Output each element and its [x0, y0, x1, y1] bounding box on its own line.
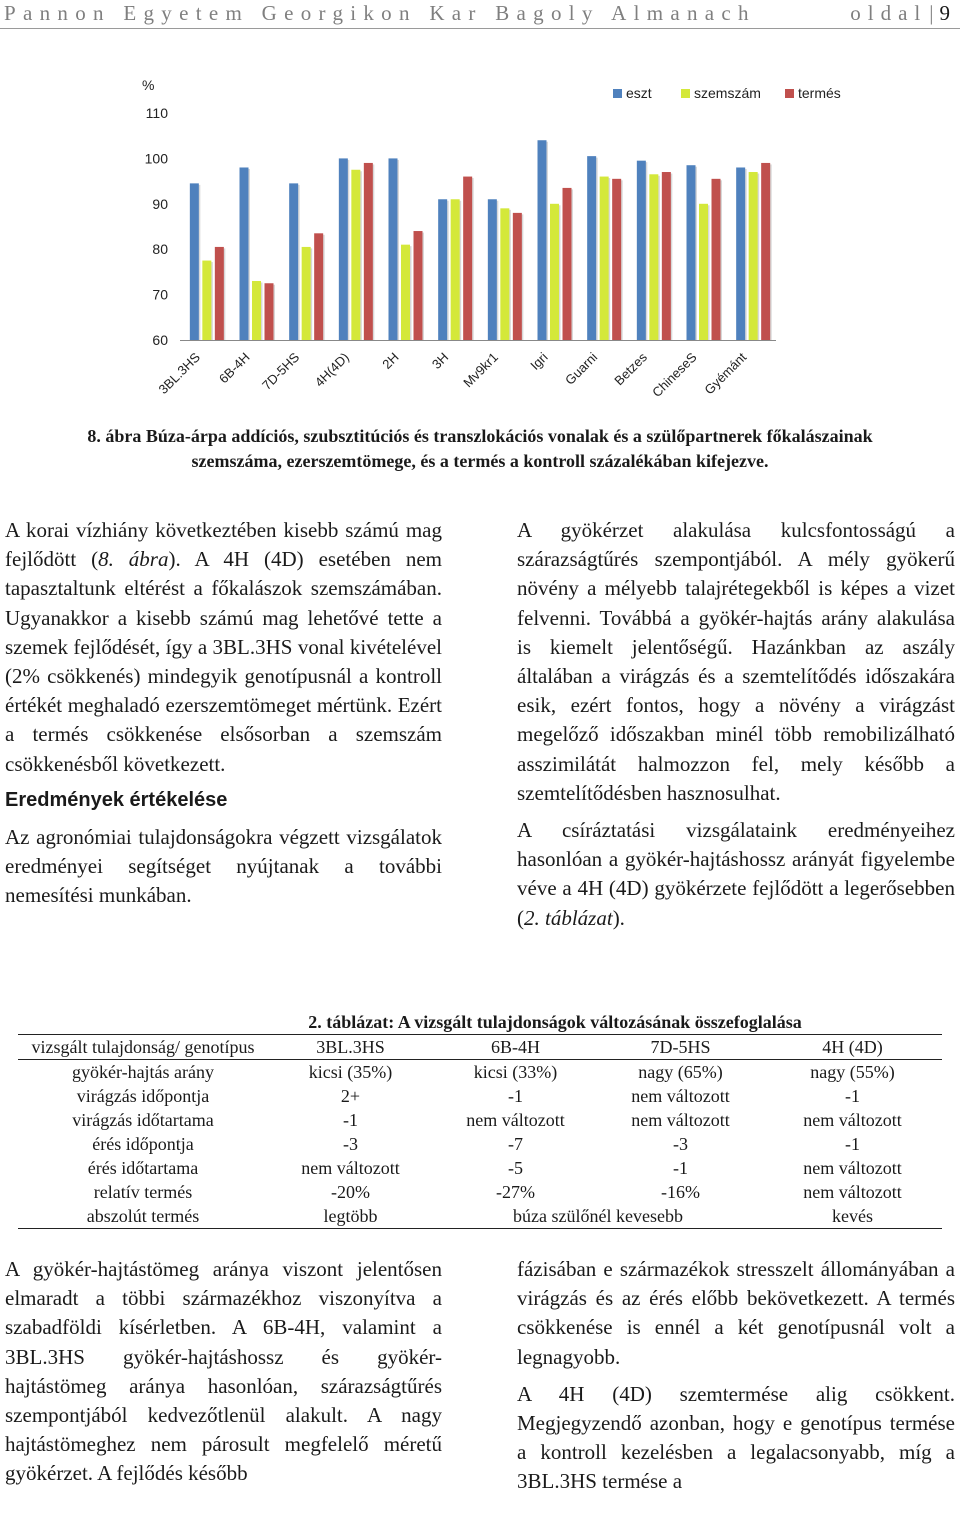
table-cell: kicsi (35%)	[308, 1062, 393, 1082]
table-cell: 2+	[340, 1086, 361, 1106]
table-cell: -3	[673, 1134, 688, 1154]
x-tick-label: 3BL.3HS	[155, 349, 203, 397]
left-column-upper	[5, 516, 442, 910]
bar-szemszám	[401, 245, 410, 340]
x-tick-label: Guarni	[562, 349, 601, 388]
bar-szemszám	[749, 172, 758, 340]
x-tick-label: 3H	[428, 349, 452, 372]
legend-label: eszt	[626, 85, 652, 101]
table-cell: nagy (55%)	[810, 1062, 895, 1082]
x-tick-label: Igri	[527, 349, 551, 373]
bar-termés	[463, 177, 472, 340]
column-header: 3BL.3HS	[268, 1035, 433, 1060]
table-cell: nem változott	[301, 1158, 400, 1178]
legend-label: termés	[798, 85, 841, 101]
table-cell: nem változott	[803, 1182, 902, 1202]
bar-szemszám	[550, 204, 559, 340]
table-cell: kicsi (33%)	[473, 1062, 558, 1082]
x-tick-label: Betzes	[611, 349, 650, 389]
column-header: 6B-4H	[433, 1035, 598, 1060]
table-cell: -20%	[331, 1182, 370, 1202]
column-header: 7D-5HS	[598, 1035, 763, 1060]
legend-swatch	[785, 89, 794, 98]
page-number: 9	[939, 1, 950, 25]
table-cell: nem változott	[631, 1110, 730, 1130]
table-cell: érés időpontja	[92, 1134, 194, 1154]
bar-eszt	[339, 158, 348, 340]
bar-szemszám	[649, 174, 658, 340]
table-cell: virágzás időpontja	[76, 1086, 210, 1106]
table-cell: -1	[343, 1110, 358, 1130]
bar-termés	[513, 213, 522, 340]
y-tick-label: 110	[145, 105, 168, 121]
table-cell: nem változott	[803, 1158, 902, 1178]
table-row	[18, 1180, 942, 1204]
bar-termés	[563, 188, 572, 340]
y-tick-label: 70	[152, 286, 168, 303]
paragraph: Az agronómiai tulajdonságokra végzett vizsgálatok eredményei segítséget nyújtanak a további nemesítési munkában.	[5, 824, 442, 908]
table-cell: abszolút termés	[18, 1204, 268, 1229]
table-cell: -1	[508, 1086, 523, 1106]
page-label: oldal	[850, 1, 928, 25]
left-column-lower	[5, 1255, 442, 1489]
bar-eszt	[587, 156, 596, 340]
y-tick-label: 90	[152, 195, 168, 212]
bar-eszt	[687, 165, 696, 340]
x-tick-label: Gyémánt	[701, 349, 750, 398]
table-cell: legtöbb	[268, 1204, 433, 1229]
table-row	[18, 1132, 942, 1156]
table-row	[18, 1084, 942, 1108]
bar-chart	[100, 60, 870, 420]
table-cell: -7	[508, 1134, 523, 1154]
bar-eszt	[289, 183, 298, 340]
x-tick-label: ChineseS	[649, 349, 700, 400]
paragraph: A gyökérzet alakulása kulcsfontosságú a szárazságtűrés szempontjából. A mély gyökerű növény a mélyebb talajrétegekből is képes a vizet felvenni. Továbbá a gyökér-hajtás arány alakulása is kiemelt jelentőségű. Hazánkban az aszály általában a virágzás és a szemtelítődés időszakára esik, ezért fontos, hogy a növény a virágzást megelőző időszakban minél több remobilizálható asszimilátát halmozzon fel, mely később a szemtelítődésben hasznosulhat.	[517, 518, 955, 805]
bar-eszt	[637, 161, 646, 340]
table-title: 2. táblázat: A vizsgált tulajdonságok változásának összefoglalása	[18, 1010, 942, 1035]
column-header: vizsgált tulajdonság/ genotípus	[18, 1035, 268, 1060]
bar-termés	[662, 172, 671, 340]
y-tick-label: 100	[144, 150, 168, 167]
bar-eszt	[736, 167, 745, 340]
bar-eszt	[488, 199, 497, 340]
bar-termés	[761, 163, 770, 340]
table-reference: 2. táblázat	[524, 905, 613, 930]
bar-termés	[215, 247, 224, 340]
right-column-lower	[517, 1255, 955, 1497]
x-tick-label: 7D-5HS	[258, 349, 303, 393]
paragraph: A 4H (4D) szemtermése alig csökkent. Megjegyzendő azonban, hogy e genotípus termése a kontroll kezelésben a legalacsonyabb, míg a 3BL.3HS termése a	[517, 1381, 955, 1494]
legend-swatch	[681, 89, 690, 98]
bar-szemszám	[302, 247, 311, 340]
summary-table	[18, 1010, 942, 1229]
figure-caption: 8. ábra Búza-árpa addíciós, szubsztitúciós és transzlokációs vonalak és a szülőpartnerek főkalászainak szemszáma, ezerszemtömege, és a termés a kontroll százalékában kifejezve.	[87, 426, 873, 471]
legend-swatch	[613, 89, 622, 98]
table-row	[18, 1156, 942, 1180]
bar-termés	[414, 231, 423, 340]
table-cell: nem változott	[631, 1086, 730, 1106]
bar-eszt	[190, 183, 199, 340]
paragraph: A korai vízhiány következtében kisebb számú mag fejlődött (8. ábra). A 4H (4D) esetében nem tapasztaltunk eltérést a főkalászok szemszámában. Ugyanakkor a kisebb számú mag lehetővé tette a szemek fejlődését, így a 3BL.3HS vonal kivételével (2% csökkenés) mindegyik genotípusnál a kontroll értékét meghaladó ezerszemtömeget mértünk. Ezért a termés csökkenése elsősorban a szemszám csökkenésből következett.	[5, 518, 442, 776]
table-cell: -27%	[496, 1182, 535, 1202]
table-cell: virágzás időtartama	[72, 1110, 214, 1130]
x-tick-label: 6B-4H	[215, 349, 253, 387]
table-cell: nagy (65%)	[638, 1062, 723, 1082]
paragraph: fázisában e származékok stresszelt állományában a virágzás és az érés előbb bekövetkezett. A termés csökkenése is ennél a két genotípusnál volt a legnagyobb.	[517, 1257, 955, 1369]
table-cell: nem változott	[466, 1110, 565, 1130]
table	[18, 1035, 942, 1229]
bar-termés	[364, 163, 373, 340]
x-tick-label: Mv9kr1	[460, 349, 501, 391]
bar-eszt	[438, 199, 447, 340]
bar-eszt	[389, 158, 398, 340]
bar-szemszám	[202, 261, 211, 340]
table-cell: -16%	[661, 1182, 700, 1202]
legend-label: szemszám	[694, 85, 761, 101]
bar-szemszám	[252, 281, 261, 340]
table-cell: -5	[508, 1158, 523, 1178]
table-cell: relatív termés	[93, 1182, 193, 1202]
bar-eszt	[240, 167, 249, 340]
table-cell: búza szülőnél kevesebb	[433, 1204, 763, 1229]
bar-szemszám	[500, 208, 509, 340]
figure-reference: 8. ábra	[98, 547, 169, 572]
paragraph: A gyökér-hajtástömeg aránya viszont jelentősen elmaradt a többi származékhoz viszonyítva a szabadföldi kísérletben. A 6B-4H, valamint a 3BL.3HS gyökér-hajtáshossz és gyökér-hajtástömeg aránya hasonlóan, szárazságtűrés szempontjából kedvezőtlenül alakult. A nagy hajtástömeghez nem párosult megfelelő méretű gyökérzet. A fejlődés később	[5, 1257, 442, 1486]
bar-szemszám	[600, 177, 609, 340]
paragraph: A csíráztatási vizsgálataink eredményeihez hasonlóan a gyökér-hajtáshossz arányát figyelembe véve a 4H (4D) gyökérzete fejlődött a legerősebben (2. táblázat).	[517, 818, 955, 930]
table-header-row	[18, 1035, 942, 1060]
bar-termés	[314, 233, 323, 340]
table-row	[18, 1060, 942, 1085]
table-cell: -1	[845, 1134, 860, 1154]
section-heading: Eredmények értékelése	[5, 788, 228, 811]
table-row	[18, 1108, 942, 1132]
x-tick-label: 4H(4D)	[311, 349, 352, 390]
table-cell: -3	[343, 1134, 358, 1154]
journal-title: Pannon Egyetem Georgikon Kar Bagoly Almanach	[4, 1, 756, 25]
table-cell: -1	[845, 1086, 860, 1106]
table-cell: kevés	[763, 1204, 942, 1229]
bar-szemszám	[451, 199, 460, 340]
page-info: oldal| 9	[850, 1, 950, 25]
table-cell: -1	[673, 1158, 688, 1178]
y-axis-label: %	[142, 77, 155, 93]
running-header	[0, 0, 960, 29]
column-header: 4H (4D)	[763, 1035, 942, 1060]
right-column-upper	[517, 516, 955, 933]
bar-szemszám	[699, 204, 708, 340]
bar-szemszám	[351, 170, 360, 340]
table-cell: érés időtartama	[87, 1158, 199, 1178]
bar-termés	[712, 179, 721, 340]
y-tick-label: 60	[152, 332, 168, 348]
bar-termés	[612, 179, 621, 340]
bar-eszt	[538, 140, 547, 340]
table-row	[18, 1204, 942, 1229]
y-tick-label: 80	[152, 241, 168, 258]
bar-termés	[265, 283, 274, 340]
x-tick-label: 2H	[379, 349, 402, 372]
table-cell: gyökér-hajtás arány	[71, 1062, 215, 1082]
table-cell: nem változott	[803, 1110, 902, 1130]
